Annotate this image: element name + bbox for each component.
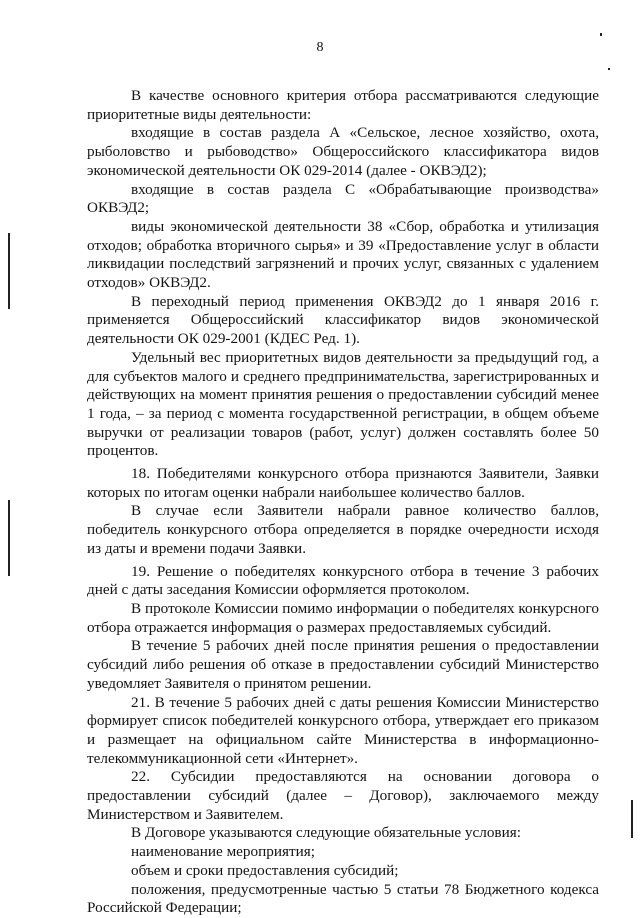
- paragraph: 19. Решение о победителях конкурсного отбора в течение 3 рабочих дней с даты заседания Комиссии оформляется протоколом.: [87, 562, 599, 599]
- scan-mark-left: [8, 233, 10, 309]
- paragraph: наименование мероприятия;: [131, 843, 315, 861]
- paragraph: В случае если Заявители набрали равное количество баллов, победитель конкурсного отбора определяется в порядке очередности исходя из даты и времени подачи Заявки.: [87, 502, 599, 557]
- paragraph: Удельный вес приоритетных видов деятельности за предыдущий год, а для субъектов малого и среднего предпринимательства, зарегистрированных и действующих на момент принятия решения о предоставлении субсидий менее 1 года, – за период с момента государственной регистрации, в общем объеме выручки от реализации товаров (работ, услуг) должен составлять более 50 процентов.: [87, 348, 599, 460]
- scan-mark-left: [8, 500, 10, 576]
- paragraph: входящие в состав раздела А «Сельское, лесное хозяйство, охота, рыболовство и рыбоводство» Общероссийского классификатора видов экономической деятельности ОК 029-2014 (далее - ОКВЭД2);: [87, 124, 599, 179]
- paragraph: положения, предусмотренные частью 5 статьи 78 Бюджетного кодекса Российской Федерации;: [87, 880, 599, 917]
- paragraph: 22. Субсидии предоставляются на основании договора о предоставлении субсидий (далее – Договор), заключаемого между Министерством и Заявителем.: [87, 768, 599, 823]
- page-number: 8: [316, 40, 324, 55]
- paragraph: объем и сроки предоставления субсидий;: [131, 861, 399, 879]
- paragraph: 18. Победителями конкурсного отбора признаются Заявители, Заявки которых по итогам оценки набрали наибольшее количество баллов.: [87, 465, 599, 501]
- document-body: [87, 87, 599, 918]
- scan-dot: [608, 68, 610, 70]
- paragraph: В качестве основного критерия отбора рассматриваются следующие приоритетные виды деятельности:: [87, 87, 599, 123]
- paragraph: В течение 5 рабочих дней после принятия решения о предоставлении субсидий либо решения об отказе в предоставлении субсидий Министерство уведомляет Заявителя о принятом решении.: [87, 637, 599, 692]
- paragraph: В протоколе Комиссии помимо информации о победителях конкурсного отбора отражается информация о размерах предоставляемых субсидий.: [87, 599, 599, 636]
- paragraph: В переходный период применения ОКВЭД2 до 1 января 2016 г. применяется Общероссийский классификатор видов экономической деятельности ОК 029-2001 (КДЕС Ред. 1).: [87, 292, 599, 348]
- paragraph: виды экономической деятельности 38 «Сбор, обработка и утилизация отходов; обработка вторичного сырья» и 39 «Предоставление услуг в области ликвидации последствий загрязнений и прочих услуг, связанных с удалением отходов» ОКВЭД2.: [87, 217, 599, 292]
- paragraph: В Договоре указываются следующие обязательные условия:: [131, 824, 521, 842]
- paragraph: входящие в состав раздела С «Обрабатывающие производства» ОКВЭД2;: [87, 180, 599, 217]
- paragraph: 21. В течение 5 рабочих дней с даты решения Комиссии Министерство формирует список победителей конкурсного отбора, утверждает его приказом и размещает на официальном сайте Министерства в информационно-телекоммуникационной сети «Интернет».: [87, 693, 599, 767]
- scan-mark-right: [631, 800, 633, 838]
- scan-dot: [600, 33, 602, 36]
